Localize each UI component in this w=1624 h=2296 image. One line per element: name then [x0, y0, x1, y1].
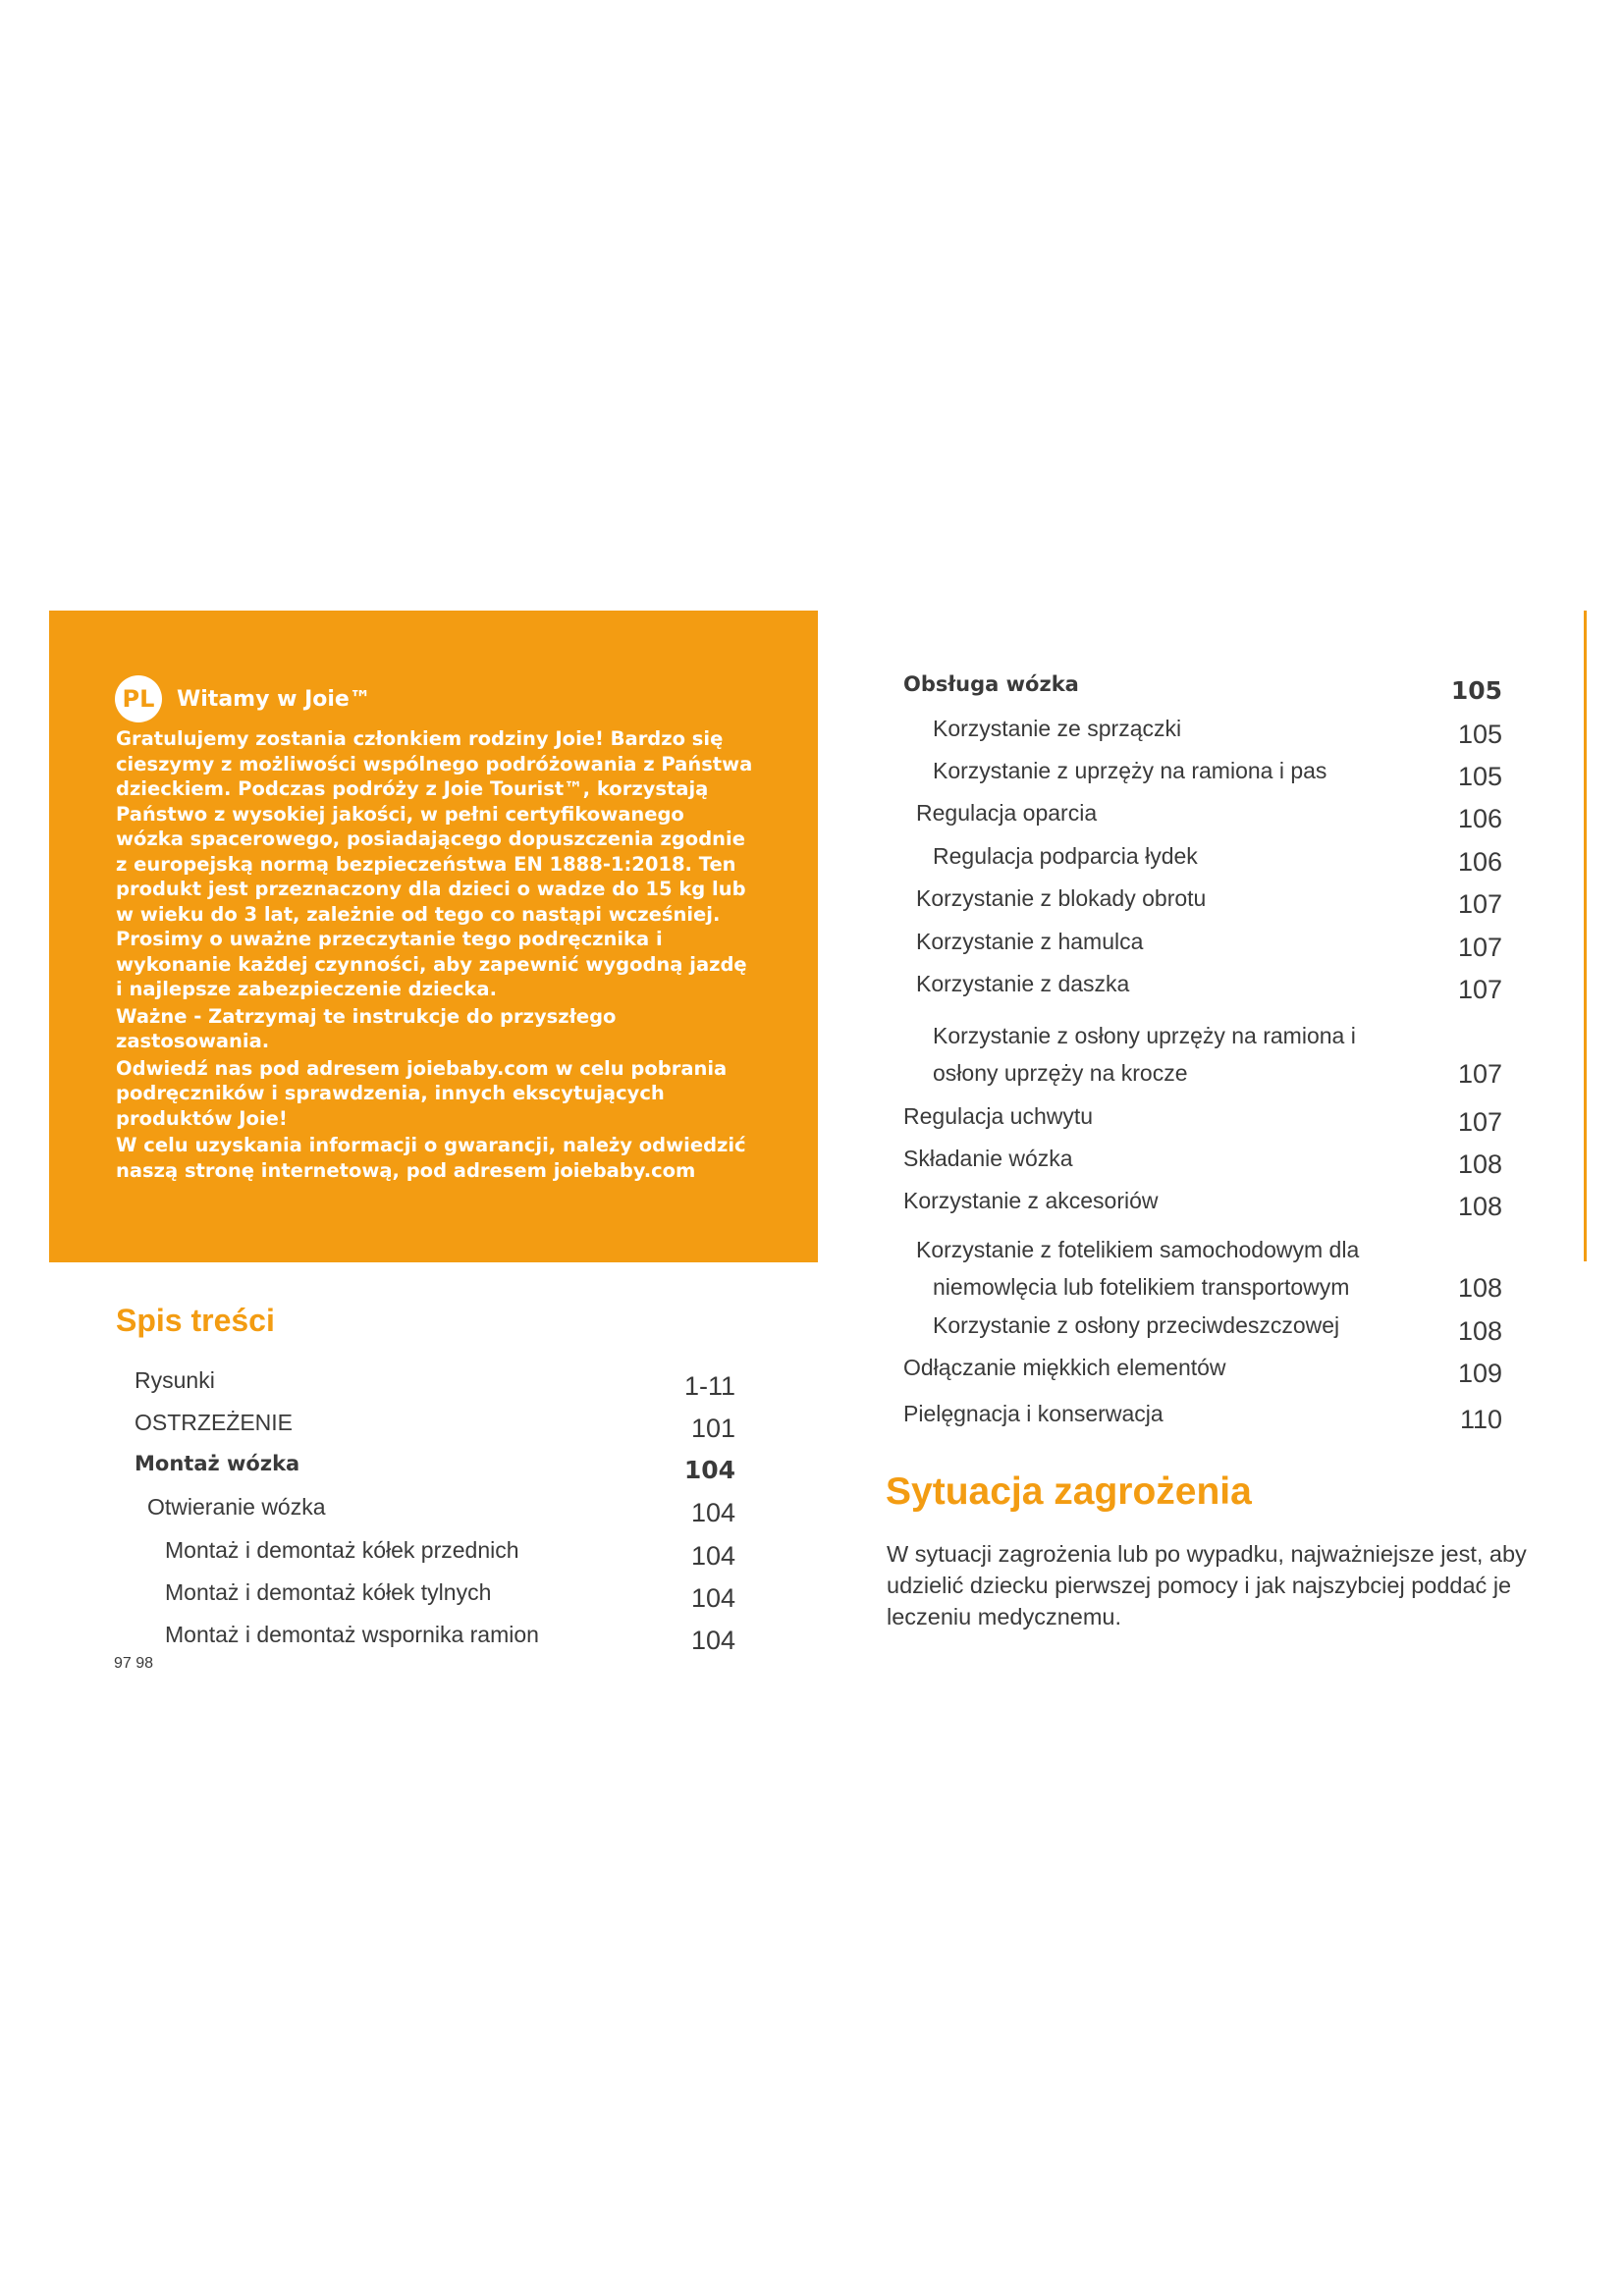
toc-entry[interactable] [135, 1410, 735, 1449]
toc-entry-label: Montaż i demontaż wspornika ramion [165, 1622, 539, 1647]
toc-entry[interactable] [903, 1355, 1502, 1394]
toc-entry-page: 105 [1457, 720, 1502, 749]
toc-entry[interactable] [903, 1188, 1502, 1227]
toc-entry[interactable] [147, 1494, 735, 1533]
toc-entry[interactable] [165, 1537, 735, 1576]
toc-title: Spis treści [116, 1303, 275, 1338]
language-badge: PL [115, 675, 162, 722]
emergency-text: W sytuacji zagrożenia lub po wypadku, najważniejsze jest, aby udzielić dziecku pierwszej pomocy i jak najszybciej poddać je leczeniu medycznemu. [887, 1541, 1527, 1629]
toc-entry[interactable] [903, 1401, 1502, 1440]
toc-entry-page: 1-11 [683, 1371, 735, 1401]
toc-entry-label: Regulacja oparcia [916, 800, 1098, 826]
toc-entry[interactable] [903, 1103, 1502, 1143]
toc-entry-label: Korzystanie z daszka [916, 971, 1130, 996]
welcome-panel [49, 611, 818, 1262]
toc-entry[interactable] [916, 1231, 1502, 1311]
toc-entry[interactable] [933, 716, 1502, 755]
toc-entry-label: Rysunki [135, 1367, 215, 1393]
toc-entry-label-continued: osłony uprzęży na krocze [933, 1060, 1188, 1086]
toc-entry-page: 104 [690, 1583, 735, 1613]
toc-entry-page: 104 [690, 1498, 735, 1527]
toc-entry[interactable] [135, 1452, 735, 1491]
toc-entry-page: 107 [1457, 1059, 1502, 1089]
toc-entry[interactable] [916, 929, 1502, 968]
toc-entry-label: Korzystanie ze sprzączki [933, 716, 1182, 741]
page-numbers: 97 98 [114, 1655, 154, 1672]
toc-entry-page: 104 [683, 1456, 735, 1484]
intro-paragraph: Ważne - Zatrzymaj te instrukcje do przyszłego zastosowania. [116, 1004, 617, 1052]
toc-entry[interactable] [903, 672, 1502, 712]
toc-entry-label: Montaż i demontaż kółek przednich [165, 1537, 519, 1563]
toc-entry[interactable] [165, 1579, 735, 1619]
toc-entry-page: 107 [1457, 889, 1502, 919]
toc-entry-page: 104 [690, 1626, 735, 1655]
toc-entry-label: Korzystanie z fotelikiem samochodowym dla [916, 1237, 1360, 1262]
toc-entry[interactable] [135, 1367, 735, 1407]
toc-entry-label: Pielęgnacja i konserwacja [903, 1401, 1164, 1426]
toc-entry-label: Korzystanie z uprzęży na ramiona i pas [933, 758, 1327, 783]
toc-entry-page: 109 [1457, 1359, 1502, 1388]
toc-entry-page: 105 [1457, 762, 1502, 791]
toc-entry-page: 108 [1457, 1273, 1502, 1303]
welcome-header [115, 674, 371, 723]
toc-entry-page: 101 [690, 1414, 735, 1443]
divider [1584, 611, 1587, 1261]
toc-entry[interactable] [933, 758, 1502, 797]
toc-entry-label: Regulacja uchwytu [903, 1103, 1094, 1129]
toc-entry-label: Korzystanie z blokady obrotu [916, 885, 1207, 911]
toc-entry-label: Korzystanie z hamulca [916, 929, 1144, 954]
intro-paragraph: Gratulujemy zostania członkiem rodziny Joie! Bardzo się cieszymy z możliwości wspólnego podróżowania z Państwa dzieckiem. Podczas podróży z Joie Tourist™, korzystają Państwo z wysokiej jakości, w pełni certyfikowanego wózka spacerowego, posiadającego dopuszczenia zgodnie z europejską normą bezpieczeństwa EN 1888-1:2018. Ten produkt jest przeznaczony dla dzieci o wadze do 15 kg lub w wieku do 3 lat, zależnie od tego co nastąpi wcześniej. Prosimy o uważne przeczytanie tego podręcznika i wykonanie każdej czynności, aby zapewnić wygodną jazdę i najlepsze zabezpieczenie dziecka. [116, 727, 753, 1000]
toc-entry-label: Obsługa wózka [903, 672, 1079, 696]
toc-entry-label: Korzystanie z akcesoriów [903, 1188, 1159, 1213]
toc-entry-page: 107 [1457, 1107, 1502, 1137]
toc-entry-page: 108 [1457, 1192, 1502, 1221]
toc-entry-label: Montaż i demontaż kółek tylnych [165, 1579, 492, 1605]
toc-entry-label: Regulacja podparcia łydek [933, 843, 1198, 869]
toc-entry-label: Korzystanie z osłony przeciwdeszczowej [933, 1312, 1340, 1338]
toc-entry-page: 108 [1457, 1316, 1502, 1346]
toc-entry-page: 105 [1450, 676, 1502, 705]
toc-entry-label: Odłączanie miękkich elementów [903, 1355, 1226, 1380]
toc-entry[interactable] [933, 1312, 1502, 1352]
toc-entry-page: 104 [690, 1541, 735, 1571]
toc-entry-label-continued: niemowlęcia lub fotelikiem transportowym [933, 1274, 1350, 1300]
intro-paragraph: W celu uzyskania informacji o gwarancji, należy odwiedzić naszą stronę internetową, pod adresem joiebaby.com [116, 1134, 746, 1182]
toc-entry-page: 106 [1457, 804, 1502, 833]
intro-text [116, 726, 754, 1185]
toc-entry-label: OSTRZEŻENIE [135, 1410, 294, 1435]
toc-entry-page: 107 [1457, 975, 1502, 1004]
toc-entry-page: 106 [1457, 847, 1502, 877]
emergency-title: Sytuacja zagrożenia [886, 1470, 1252, 1513]
toc-entry-label: Otwieranie wózka [147, 1494, 326, 1520]
toc-entry-page: 107 [1457, 933, 1502, 962]
intro-paragraph: Odwiedź nas pod adresem joiebaby.com w celu pobrania podręczników i sprawdzenia, innych ekscytujących produktów Joie! [116, 1056, 728, 1130]
toc-entry[interactable] [903, 1146, 1502, 1185]
toc-entry-label: Korzystanie z osłony uprzęży na ramiona i [933, 1023, 1356, 1048]
toc-entry[interactable] [916, 971, 1502, 1010]
toc-entry-label: Montaż wózka [135, 1452, 300, 1475]
toc-entry[interactable] [933, 843, 1502, 882]
toc-entry[interactable] [916, 885, 1502, 925]
toc-entry-page: 110 [1459, 1405, 1502, 1434]
toc-entry-label: Składanie wózka [903, 1146, 1073, 1171]
toc-entry-page: 108 [1457, 1149, 1502, 1179]
welcome-title: Witamy w Joie™ [177, 686, 371, 712]
toc-entry[interactable] [916, 800, 1502, 839]
toc-entry[interactable] [933, 1017, 1502, 1097]
toc-entry[interactable] [165, 1622, 735, 1661]
